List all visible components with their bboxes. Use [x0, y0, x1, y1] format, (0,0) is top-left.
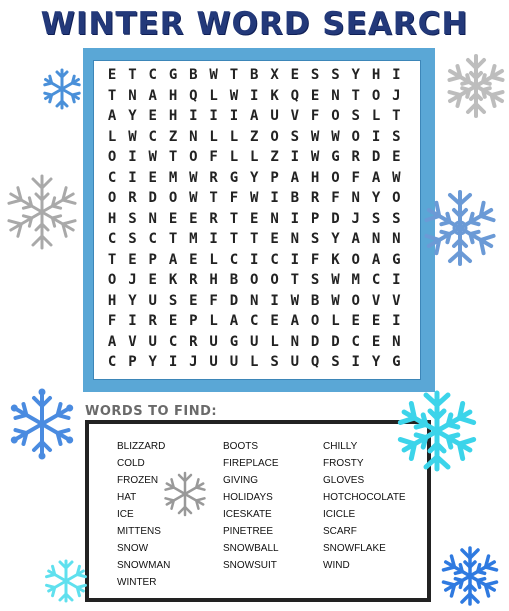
grid-letter: E — [270, 231, 279, 247]
grid-letter: J — [189, 354, 198, 370]
grid-letter: Y — [128, 292, 137, 309]
grid-letter: R — [351, 149, 360, 165]
grid-row — [102, 291, 422, 311]
grid-letter: D — [371, 149, 381, 165]
word-item: HAT — [117, 492, 137, 503]
grid-letter: U — [290, 354, 300, 370]
grid-letter: I — [209, 231, 218, 247]
grid-letter: U — [250, 333, 259, 350]
grid-letter: I — [250, 87, 259, 104]
grid-letter: D — [331, 210, 340, 227]
grid-letter: A — [371, 169, 381, 186]
grid-letter: L — [270, 333, 279, 350]
grid-letter: N — [148, 210, 157, 227]
grid-letter: S — [128, 231, 137, 247]
grid-letter: S — [168, 292, 178, 309]
grid-letter: D — [331, 333, 340, 350]
grid-letter: E — [371, 333, 381, 350]
grid-letter: T — [250, 231, 259, 247]
grid-letter: D — [229, 292, 239, 309]
grid-letter: T — [128, 67, 137, 83]
grid-letter: T — [229, 231, 239, 247]
grid-letter: M — [189, 231, 198, 247]
word-item: WINTER — [117, 577, 157, 588]
grid-letter: E — [310, 87, 320, 104]
grid-letter: Y — [128, 108, 137, 124]
grid-letter: I — [229, 108, 239, 124]
word-item: ICICLE — [323, 509, 356, 520]
grid-letter: E — [189, 292, 198, 309]
grid-letter: J — [351, 210, 360, 227]
grid-letter: E — [351, 313, 360, 329]
grid-letter: A — [107, 333, 117, 350]
snowflake-icon — [160, 469, 210, 519]
word-item: SNOWSUIT — [223, 560, 277, 571]
grid-letter: L — [250, 149, 259, 165]
grid-letter: E — [128, 251, 137, 268]
grid-letter: A — [351, 231, 360, 247]
grid-letter: W — [331, 272, 340, 288]
grid-letter: E — [250, 210, 259, 227]
grid-letter: A — [290, 313, 300, 329]
grid-letter: L — [229, 128, 239, 145]
grid-letter: G — [392, 251, 401, 268]
snowflake-icon — [446, 50, 506, 122]
grid-letter: O — [107, 272, 117, 288]
word-item: CHILLY — [323, 441, 358, 452]
word-item: GLOVES — [323, 475, 365, 486]
grid-letter: R — [189, 333, 198, 350]
word-item: COLD — [117, 458, 145, 469]
grid-letter: Z — [168, 128, 178, 145]
snowflake-icon — [440, 543, 500, 609]
grid-letter: S — [392, 128, 401, 145]
grid-letter: K — [270, 87, 279, 104]
grid-letter: A — [290, 169, 300, 186]
grid-letter: I — [209, 108, 218, 124]
grid-letter: C — [250, 313, 259, 329]
grid-row — [102, 270, 422, 290]
word-item: ICESKATE — [223, 509, 272, 520]
grid-letter: B — [229, 272, 239, 288]
grid-letter: C — [229, 251, 239, 268]
grid-letter: W — [310, 149, 320, 165]
grid-letter: W — [128, 128, 137, 145]
grid-letter: A — [148, 87, 157, 104]
grid-letter: A — [107, 108, 117, 124]
grid-letter: E — [189, 210, 198, 227]
grid-letter: I — [392, 313, 401, 329]
word-item: HOTCHOCOLATE — [323, 492, 406, 503]
grid-letter: E — [392, 149, 401, 165]
grid-letter: N — [290, 333, 300, 350]
word-column-2 — [223, 438, 279, 574]
grid-letter: F — [209, 292, 218, 309]
grid-letter: B — [290, 190, 300, 206]
grid-letter: K — [168, 272, 178, 288]
grid-letter: D — [148, 190, 157, 206]
word-item: SCARF — [323, 526, 357, 537]
grid-letter: G — [392, 354, 401, 370]
grid-letter: O — [351, 128, 360, 145]
grid-row — [102, 168, 422, 188]
snowflake-icon — [44, 556, 88, 606]
grid-letter: F — [209, 149, 218, 165]
grid-letter: B — [310, 292, 320, 309]
grid-letter: E — [168, 313, 178, 329]
grid-letter: V — [128, 333, 137, 350]
grid-row — [102, 229, 422, 249]
grid-letter: W — [392, 169, 401, 186]
grid-row — [102, 332, 422, 352]
grid-letter: L — [250, 354, 259, 370]
grid-letter: I — [371, 128, 381, 145]
grid-letter: A — [229, 313, 239, 329]
grid-letter: W — [310, 128, 320, 145]
grid-letter: U — [148, 292, 157, 309]
grid-letter: U — [229, 354, 239, 370]
grid-letter: I — [128, 313, 137, 329]
word-item: SNOWBALL — [223, 543, 279, 554]
grid-letter: G — [331, 149, 340, 165]
word-item: FIREPLACE — [223, 458, 279, 469]
snowflake-icon — [40, 67, 84, 111]
grid-letter: T — [168, 231, 178, 247]
grid-letter: I — [290, 149, 300, 165]
grid-letter: Z — [270, 149, 279, 165]
grid-letter: R — [128, 190, 137, 206]
grid-letter: L — [209, 87, 218, 104]
grid-letter: Z — [250, 128, 259, 145]
grid-letter: Q — [290, 87, 300, 104]
grid-letter: C — [351, 333, 360, 350]
grid-letter: E — [148, 108, 157, 124]
grid-letter: R — [310, 190, 320, 206]
grid-letter: W — [189, 169, 198, 186]
page-title: WINTER WORD SEARCH — [40, 6, 469, 42]
grid-row — [102, 147, 422, 167]
grid-letter: P — [270, 169, 279, 186]
grid-letter: E — [371, 313, 381, 329]
grid-letter: V — [392, 292, 401, 309]
grid-letter: T — [351, 87, 360, 104]
word-item: GIVING — [223, 475, 259, 486]
grid-letter: H — [107, 210, 117, 227]
grid-letter: V — [371, 292, 381, 309]
grid-letter: S — [310, 67, 320, 83]
grid-letter: I — [270, 292, 279, 309]
grid-letter: R — [189, 272, 198, 288]
grid-letter: N — [392, 333, 401, 350]
grid-letter: B — [250, 67, 259, 83]
grid-letter: H — [209, 272, 218, 288]
grid-letter: S — [128, 210, 137, 227]
grid-letter: F — [310, 108, 320, 124]
grid-row — [102, 311, 422, 331]
grid-letter: O — [107, 190, 117, 206]
grid-letter: O — [331, 108, 340, 124]
grid-letter: I — [168, 354, 178, 370]
grid-letter: S — [351, 108, 360, 124]
snowflake-icon — [422, 186, 498, 270]
grid-letter: C — [168, 333, 178, 350]
grid-letter: L — [371, 108, 381, 124]
grid-letter: W — [331, 128, 340, 145]
grid-letter: M — [168, 169, 178, 186]
grid-letter: P — [128, 354, 137, 370]
grid-letter: E — [270, 313, 279, 329]
grid-letter: L — [331, 313, 340, 329]
grid-letter: O — [270, 272, 279, 288]
grid-letter: L — [209, 313, 218, 329]
grid-letter: T — [168, 149, 178, 165]
grid-letter: I — [392, 272, 401, 288]
grid-row — [102, 106, 422, 126]
grid-row — [102, 86, 422, 106]
grid-letter: G — [229, 333, 239, 350]
grid-letter: R — [209, 210, 218, 227]
word-item: WIND — [323, 560, 350, 571]
grid-letter: P — [148, 251, 157, 268]
grid-row — [102, 65, 422, 85]
grid-letter: O — [331, 169, 340, 186]
grid-letter: C — [148, 128, 157, 145]
grid-letter: S — [371, 210, 381, 227]
grid-letter: S — [270, 354, 279, 370]
grid-letter: W — [189, 190, 198, 206]
grid-letter: C — [107, 169, 117, 186]
grid-letter: O — [310, 313, 320, 329]
grid-letter: I — [128, 149, 137, 165]
grid-letter: I — [128, 169, 137, 186]
grid-letter: E — [290, 67, 300, 83]
word-item: HOLIDAYS — [223, 492, 273, 503]
grid-letter: Y — [371, 190, 381, 206]
grid-letter: F — [229, 190, 239, 206]
grid-letter: I — [351, 354, 360, 370]
grid-letter: I — [270, 190, 279, 206]
grid-row — [102, 188, 422, 208]
grid-letter: A — [371, 251, 381, 268]
grid-letter: N — [189, 128, 198, 145]
word-item: BLIZZARD — [117, 441, 166, 452]
grid-letter: T — [290, 272, 300, 288]
grid-letter: E — [107, 67, 117, 83]
grid-letter: T — [209, 190, 218, 206]
word-item: ICE — [117, 509, 134, 520]
snowflake-icon — [4, 170, 80, 254]
grid-letter: T — [229, 67, 239, 83]
grid-letter: N — [128, 87, 137, 104]
word-item: SNOW — [117, 543, 149, 554]
grid-letter: P — [310, 210, 320, 227]
grid-letter: H — [168, 87, 178, 104]
grid-letter: J — [128, 272, 137, 288]
grid-letter: A — [168, 251, 178, 268]
grid-row — [102, 209, 422, 229]
grid-letter: B — [189, 67, 198, 83]
word-item: FROSTY — [323, 458, 364, 469]
grid-letter: C — [371, 272, 381, 288]
grid-letter: Q — [310, 354, 320, 370]
grid-letter: N — [290, 231, 300, 247]
grid-letter: W — [148, 149, 157, 165]
word-item: SNOWFLAKE — [323, 543, 386, 554]
grid-letter: T — [229, 210, 239, 227]
grid-letter: I — [290, 210, 300, 227]
word-item: MITTENS — [117, 526, 161, 537]
grid-letter: N — [331, 87, 340, 104]
grid-letter: A — [250, 108, 259, 124]
grid-letter: O — [351, 251, 360, 268]
grid-letter: G — [229, 169, 239, 186]
snowflake-icon — [4, 386, 80, 462]
grid-letter: H — [107, 292, 117, 309]
grid-letter: O — [107, 149, 117, 165]
grid-letter: Y — [148, 354, 157, 370]
grid-letter: R — [209, 169, 218, 186]
grid-letter: L — [209, 128, 218, 145]
grid-letter: T — [107, 87, 117, 104]
word-list-box — [85, 420, 431, 602]
grid-letter: C — [270, 251, 279, 268]
grid-letter: N — [351, 190, 360, 206]
grid-letter: L — [229, 149, 239, 165]
grid-letter: U — [148, 333, 157, 350]
grid-letter: W — [331, 292, 340, 309]
grid-letter: F — [331, 190, 340, 206]
grid-letter: U — [209, 333, 218, 350]
grid-letter: I — [392, 67, 401, 83]
grid-row — [102, 127, 422, 147]
grid-row — [102, 352, 422, 372]
grid-letter: O — [351, 292, 360, 309]
grid-letter: H — [310, 169, 320, 186]
grid-letter: T — [392, 108, 401, 124]
grid-letter: J — [392, 87, 401, 104]
grid-row — [102, 250, 422, 270]
words-heading: WORDS TO FIND: — [85, 404, 218, 419]
grid-letter: E — [148, 272, 157, 288]
grid-letter: N — [392, 231, 401, 247]
grid-letter: N — [250, 292, 259, 309]
grid-letter: I — [250, 251, 259, 268]
grid-letter: O — [371, 87, 381, 104]
grid-letter: Y — [351, 67, 360, 83]
grid-letter: W — [209, 67, 218, 83]
grid-letter: P — [189, 313, 198, 329]
word-item: SNOWMAN — [117, 560, 171, 571]
grid-letter: Q — [189, 87, 198, 104]
snowflake-icon — [394, 388, 480, 474]
grid-letter: T — [107, 251, 117, 268]
grid-letter: S — [392, 210, 401, 227]
grid-letter: F — [107, 313, 117, 329]
grid-letter: W — [250, 190, 259, 206]
grid-letter: Y — [371, 354, 381, 370]
word-item: FROZEN — [117, 475, 159, 486]
grid-letter: I — [290, 251, 300, 268]
grid-letter: F — [310, 251, 320, 268]
grid-letter: N — [270, 210, 279, 227]
grid-letter: V — [290, 108, 300, 124]
grid-letter: N — [371, 231, 381, 247]
grid-letter: C — [107, 231, 117, 247]
grid-letter: G — [168, 67, 178, 83]
grid-letter: D — [310, 333, 320, 350]
grid-letter: W — [290, 292, 300, 309]
word-item: BOOTS — [223, 441, 259, 452]
grid-letter: R — [148, 313, 157, 329]
grid-letter: U — [209, 354, 218, 370]
grid-letter: E — [189, 251, 198, 268]
grid-letter: I — [189, 108, 198, 124]
grid-letter: Y — [331, 231, 340, 247]
grid-letter: C — [148, 231, 157, 247]
grid-letter: C — [107, 354, 117, 370]
grid-letter: S — [331, 67, 340, 83]
grid-letter: S — [310, 272, 320, 288]
grid-letter: K — [331, 251, 340, 268]
grid-letter: O — [189, 149, 198, 165]
grid-letter: S — [331, 354, 340, 370]
puzzle-frame — [83, 48, 435, 392]
grid-letter: S — [290, 128, 300, 145]
grid-letter: O — [270, 128, 279, 145]
grid-letter: O — [250, 272, 259, 288]
grid-letter: L — [209, 251, 218, 268]
grid-letter: L — [107, 128, 117, 145]
grid-letter: W — [229, 87, 239, 104]
grid-letter: O — [392, 190, 401, 206]
word-item: PINETREE — [223, 526, 274, 537]
grid-letter: E — [148, 169, 157, 186]
grid-letter: M — [351, 272, 360, 288]
grid-letter: H — [371, 67, 381, 83]
grid-letter: F — [351, 169, 360, 186]
grid-letter: E — [168, 210, 178, 227]
grid-letter: H — [168, 108, 178, 124]
letter-grid — [93, 60, 421, 380]
grid-letter: U — [270, 108, 279, 124]
grid-letter: C — [148, 67, 157, 83]
grid-letter: S — [310, 231, 320, 247]
grid-letter: O — [168, 190, 178, 206]
grid-letter: X — [270, 67, 279, 83]
grid-letter: Y — [250, 169, 259, 186]
